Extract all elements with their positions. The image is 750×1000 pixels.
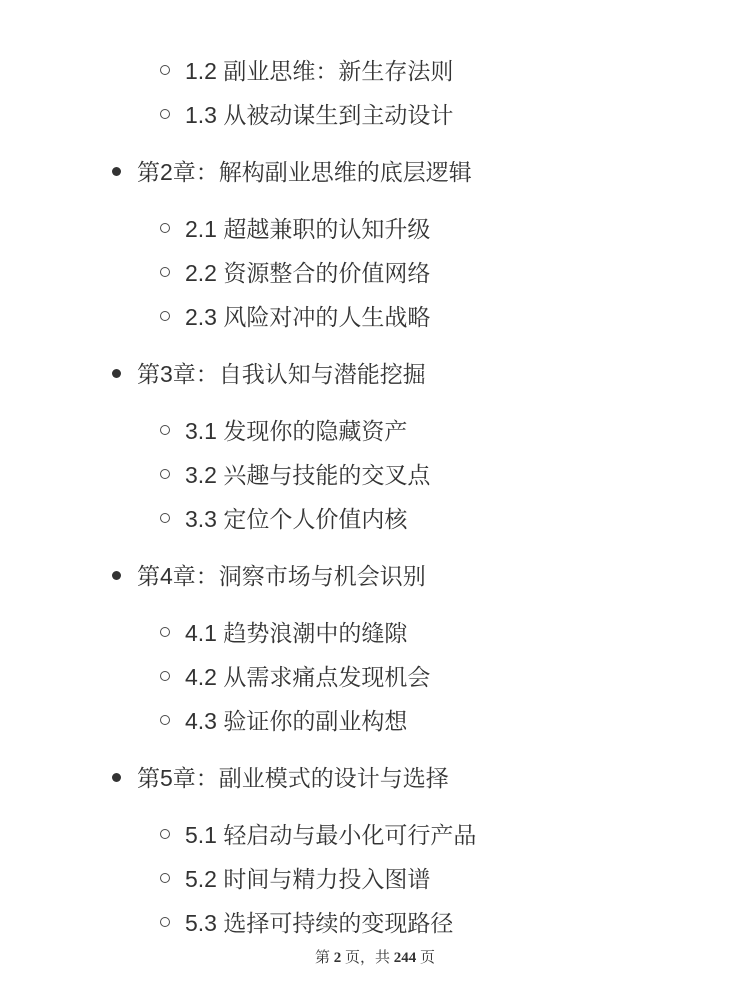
- toc-chapter-item: [108, 756, 750, 945]
- toc-subitem: [156, 813, 750, 857]
- subitem-label: 5.3 选择可持续的变现路径: [185, 910, 454, 936]
- toc-subitem: [156, 611, 750, 655]
- hollow-bullet-icon: [160, 223, 170, 233]
- subitem-label: 2.2 资源整合的价值网络: [185, 260, 431, 286]
- toc-subitem: [156, 49, 750, 93]
- subitem-label: 1.3 从被动谋生到主动设计: [185, 102, 454, 128]
- subitem-label: 4.1 趋势浪潮中的缝隙: [185, 620, 408, 646]
- toc-subitem: [156, 295, 750, 339]
- subitem-label: 3.1 发现你的隐藏资产: [185, 418, 408, 444]
- toc-subitem: [156, 453, 750, 497]
- hollow-bullet-icon: [160, 65, 170, 75]
- chapter1-subitems-list: [0, 49, 750, 137]
- chapter-title: 第4章：洞察市场与机会识别: [137, 563, 426, 589]
- chapter-subitems-list: [137, 409, 750, 541]
- toc-subitem: [156, 93, 750, 137]
- toc-subitem: [156, 699, 750, 743]
- hollow-bullet-icon: [160, 513, 170, 523]
- hollow-bullet-icon: [160, 829, 170, 839]
- subitem-label: 3.2 兴趣与技能的交叉点: [185, 462, 431, 488]
- toc-subitem: [156, 857, 750, 901]
- toc-list: [0, 150, 750, 945]
- page-number: 244: [393, 950, 417, 966]
- chapter-title: 第5章：副业模式的设计与选择: [137, 765, 449, 791]
- filled-bullet-icon: [112, 773, 121, 782]
- page-number: 2: [333, 950, 342, 966]
- subitem-label: 3.3 定位个人价值内核: [185, 506, 408, 532]
- hollow-bullet-icon: [160, 311, 170, 321]
- filled-bullet-icon: [112, 369, 121, 378]
- hollow-bullet-icon: [160, 109, 170, 119]
- hollow-bullet-icon: [160, 873, 170, 883]
- chapter-subitems-list: [137, 813, 750, 945]
- page-footer: [0, 948, 750, 968]
- toc-chapter-item: [108, 554, 750, 743]
- toc-subitem: [156, 251, 750, 295]
- chapter-subitems-list: [137, 207, 750, 339]
- subitem-label: 5.2 时间与精力投入图谱: [185, 866, 431, 892]
- subitem-label: 4.3 验证你的副业构想: [185, 708, 408, 734]
- chapter-subitems-list: [137, 611, 750, 743]
- hollow-bullet-icon: [160, 671, 170, 681]
- toc-subitem: [156, 497, 750, 541]
- page-footer-text: [315, 950, 435, 966]
- toc-subitem: [156, 207, 750, 251]
- footer-text-segment: 页，共: [341, 950, 394, 966]
- toc-chapter-item: [108, 352, 750, 541]
- subitem-label: 2.3 风险对冲的人生战略: [185, 304, 431, 330]
- subitem-label: 4.2 从需求痛点发现机会: [185, 664, 431, 690]
- footer-text-segment: 第: [314, 950, 334, 966]
- toc-subitem: [156, 409, 750, 453]
- subitem-label: 5.1 轻启动与最小化可行产品: [185, 822, 477, 848]
- chapter-title: 第3章：自我认知与潜能挖掘: [137, 361, 426, 387]
- filled-bullet-icon: [112, 167, 121, 176]
- hollow-bullet-icon: [160, 469, 170, 479]
- hollow-bullet-icon: [160, 715, 170, 725]
- hollow-bullet-icon: [160, 425, 170, 435]
- hollow-bullet-icon: [160, 267, 170, 277]
- subitem-label: 2.1 超越兼职的认知升级: [185, 216, 431, 242]
- chapter-title: 第2章：解构副业思维的底层逻辑: [137, 159, 472, 185]
- toc-subitem: [156, 901, 750, 945]
- hollow-bullet-icon: [160, 917, 170, 927]
- toc-chapter-item: [108, 150, 750, 339]
- filled-bullet-icon: [112, 571, 121, 580]
- hollow-bullet-icon: [160, 627, 170, 637]
- toc-subitem: [156, 655, 750, 699]
- footer-text-segment: 页: [416, 950, 436, 966]
- subitem-label: 1.2 副业思维：新生存法则: [185, 58, 454, 84]
